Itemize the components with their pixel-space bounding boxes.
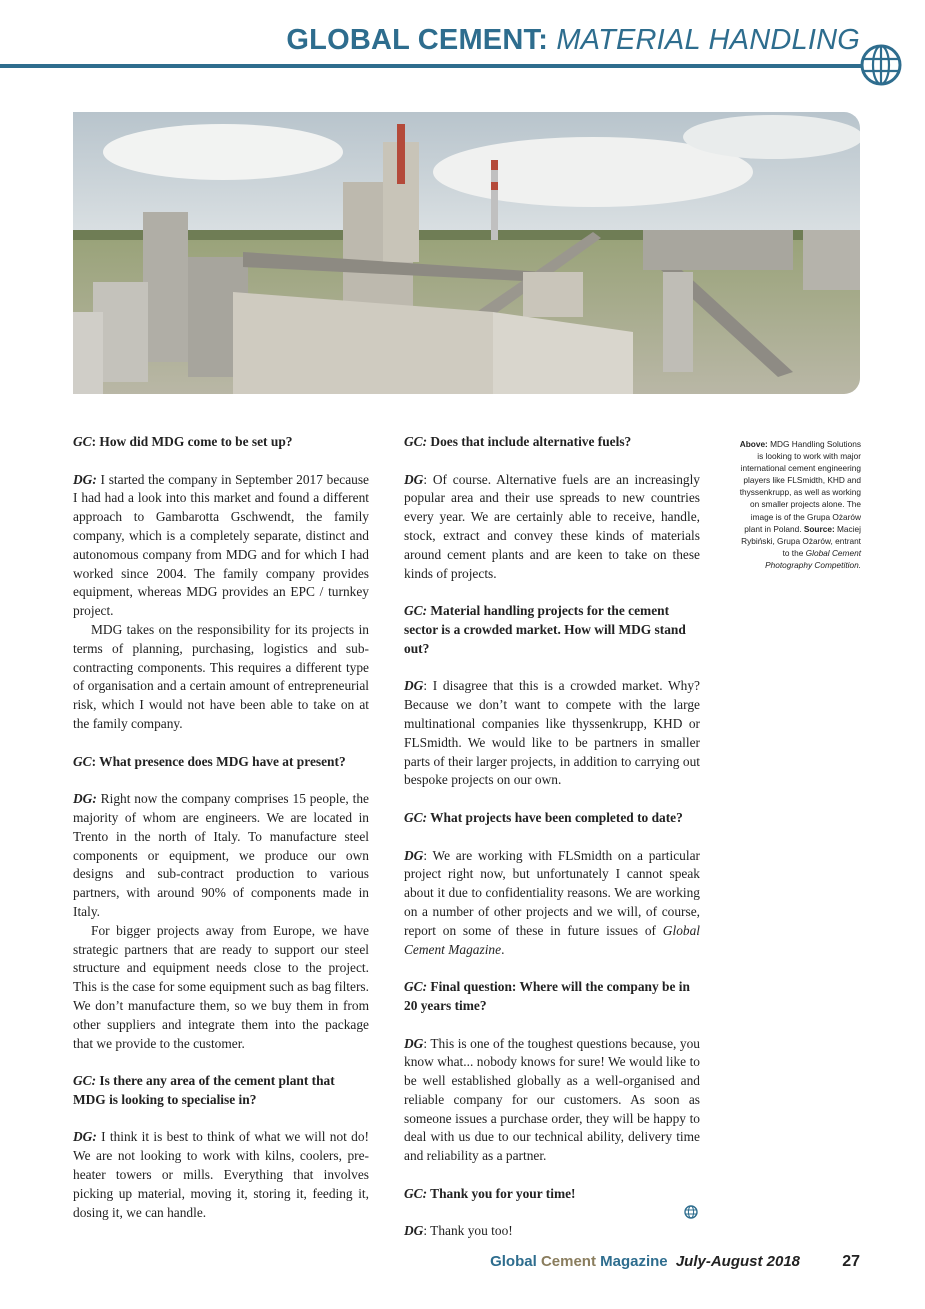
question-text: Final question: Where will the company be in 20 years time? (404, 979, 690, 1013)
speaker-gc: GC: (73, 1073, 97, 1089)
speaker-gc: GC: (404, 1185, 428, 1201)
speaker-gc: GC (73, 434, 92, 449)
question-4 (404, 433, 700, 452)
answer-5 (404, 677, 700, 790)
answer-2-continued: For bigger projects away from Europe, we have strategic partners that are ready to support our steel structure and equipment needs close to the project. This is the case for some equipment such as bag filters. We don’t manufacture them, so we buy them in from other suppliers and integrate them into the package that we provide to the customer. (73, 922, 369, 1051)
answer-7 (404, 1035, 700, 1167)
caption-source-text: Maciej Rybiński, Grupa Ożarów, entrant to the (741, 523, 861, 558)
footer-mag-magazine: Magazine (600, 1253, 668, 1270)
speaker-dg: DG: (73, 471, 97, 487)
answer-text: : Thank you too! (423, 1223, 513, 1239)
speaker-gc: GC: (404, 603, 428, 619)
answer-1-continued: MDG takes on the responsibility for its projects in terms of planning, purchasing, logistics and sub-contracting components. This requires a different type of organisation and a certain amount of entrepreneurial risk, which I would not have been able to take on at the family company. (73, 621, 369, 731)
question-text: : What presence does MDG have at present? (91, 753, 346, 769)
speaker-dg: DG (404, 678, 424, 694)
page-footer (490, 1251, 860, 1273)
caption-above-text: MDG Handling Solutions is looking to work with major international cement engineering players like FLSmidth, KHD and thyssenkrupp, as well as working on smaller projects alone. The image is of the Grupa Ożarów plant in Poland. (739, 439, 861, 534)
speaker-dg: DG (404, 471, 424, 487)
answer-text: : I disagree that this is a crowded market. Why? Because we don’t want to compete with the large multinational companies like thyssenkrupp, KHD or FLSmidth. We would like to be partners in smaller parts of their larger projects, in addition to carrying out bespoke projects on our own. (404, 678, 700, 788)
speaker-gc: GC: (404, 979, 428, 995)
answer-text: : Of course. Alternative fuels are an increasingly popular area and their use spreads to new countries every year. We are certainly able to receive, handle, stock, extract and convey these kinds of materials around cement plants and are keen to take on these kinds of projects. (404, 471, 700, 581)
caption-above-label: Above: (739, 439, 768, 449)
answer-text: I think it is best to think of what we will not do! We are not looking to work with kilns, coolers, pre-heater towers or mills. Everything that involves picking up material, moving it, storing it, feeding it, dosing it, we can handle. (73, 1129, 369, 1220)
footer-mag-cement: Cement (540, 1253, 596, 1270)
answer-text: I started the company in September 2017 because I had had a look into this market and found a different approach to Gambarotta Gschwendt, the family company, which is a completely separate, distinct and autonomous company from MDG and for which I had worked since 2004. The family company provides equipment, whereas MDG provides an EPC / turnkey project. (73, 471, 369, 619)
photo-caption (735, 438, 861, 571)
publication-title: Global Cement Magazine (404, 922, 700, 957)
footer-mag-global: Global (490, 1253, 537, 1270)
speaker-gc: GC: (404, 434, 428, 449)
section-header (286, 22, 860, 58)
article-column-1 (73, 433, 369, 1222)
speaker-gc: GC (73, 753, 92, 769)
question-8 (404, 1185, 700, 1204)
answer-4 (404, 471, 700, 584)
question-3 (73, 1072, 369, 1110)
answer-1 (73, 471, 369, 621)
question-text: Does that include alternative fuels? (427, 434, 632, 449)
cement-plant-photo (73, 112, 860, 394)
answer-3 (73, 1128, 369, 1222)
answer-text: : We are working with FLSmidth on a particular project right now, but unfortunately I cannot speak about it due to confidentiality reasons. We are working on a number of other projects and we will, of course, report on some of these in future issues of (404, 847, 700, 938)
footer-issue-date: July-August 2018 (675, 1253, 801, 1270)
header-magazine-name: GLOBAL CEMENT: (286, 24, 549, 56)
answer-6 (404, 847, 700, 960)
question-6 (404, 809, 700, 828)
speaker-dg: DG (404, 847, 424, 863)
page-number: 27 (842, 1253, 860, 1270)
question-5 (404, 602, 700, 658)
question-text: Thank you for your time! (427, 1185, 576, 1201)
question-text: Is there any area of the cement plant that MDG is looking to specialise in? (73, 1073, 335, 1107)
globe-logo-icon (860, 44, 902, 86)
caption-source-label: Source: (803, 523, 835, 534)
question-text: What projects have been completed to date? (427, 809, 683, 825)
answer-text: : This is one of the toughest questions because, you know what... nobody knows for sure! We would like to be well established globally as a well-organised and reliable company for our customers. As soon as someone issues a purchase order, they will be happy to deal with us due to our technical ability, delivery time and reliability as a partner. (404, 1035, 700, 1164)
header-rule (0, 64, 870, 68)
speaker-gc: GC: (404, 809, 428, 825)
speaker-dg: DG: (73, 791, 97, 807)
answer-8 (404, 1222, 700, 1241)
answer-text: Right now the company comprises 15 people, the majority of whom are engineers. We are located in Trento in the north of Italy. To manufacture steel components or equipment, we produce our own designs and sub-contract production to various partners, with around 90% of components made in Italy. (73, 791, 369, 919)
question-text: : How did MDG come to be set up? (91, 434, 293, 449)
answer-text-end: . (501, 941, 505, 957)
question-7 (404, 978, 700, 1016)
speaker-dg: DG (404, 1035, 424, 1051)
end-of-article-globe-icon (684, 1205, 698, 1219)
answer-2 (73, 790, 369, 922)
speaker-dg: DG: (73, 1129, 97, 1145)
caption-source-competition: Global Cement Photography Competition. (765, 547, 861, 570)
speaker-dg: DG (404, 1223, 424, 1239)
question-1 (73, 433, 369, 452)
question-2 (73, 753, 369, 772)
question-text: Material handling projects for the cement sector is a crowded market. How will MDG stand out? (404, 603, 686, 656)
article-column-2 (404, 433, 700, 1241)
header-section-name: MATERIAL HANDLING (556, 24, 860, 56)
